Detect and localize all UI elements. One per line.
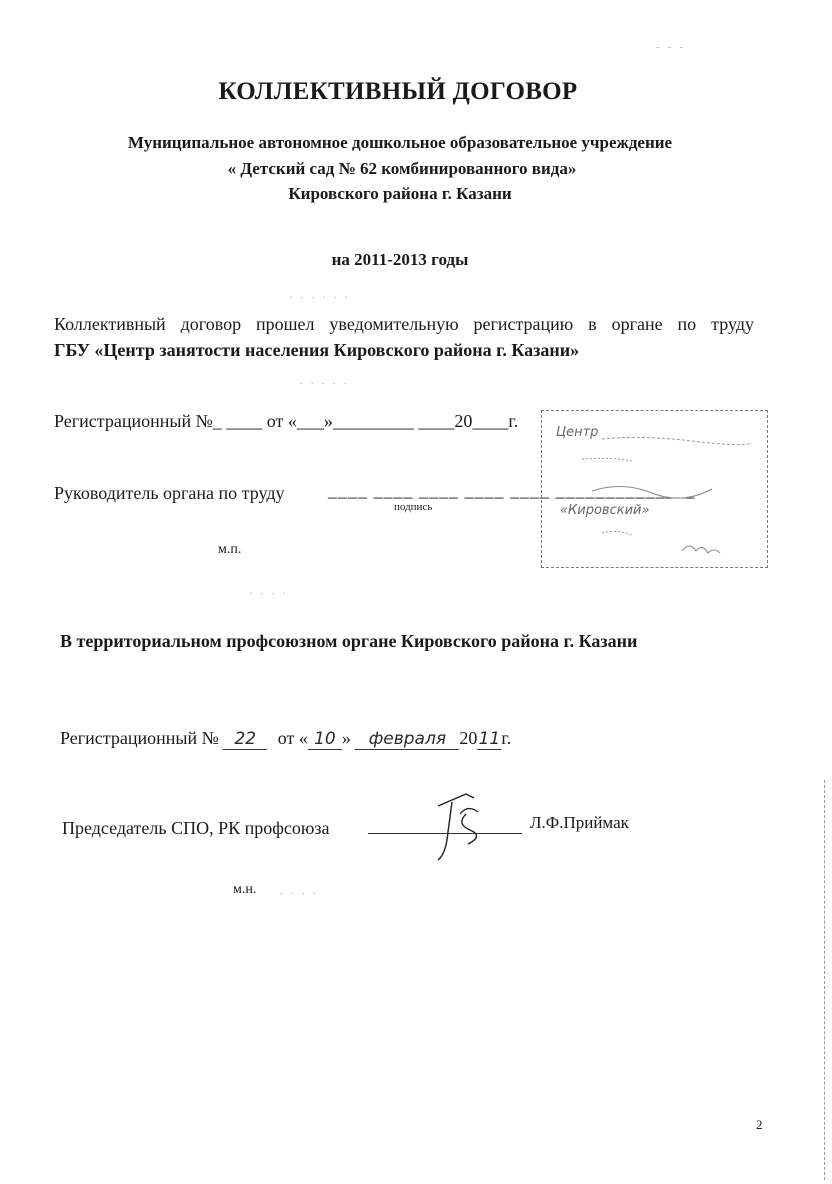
scan-noise: . . . . . [300, 376, 350, 387]
union-reg-day: 10 [308, 729, 342, 750]
organization-line-1: Муниципальное автономное дошкольное образовательное учреждение [127, 133, 673, 152]
page-number: 2 [756, 1117, 763, 1132]
union-seal-label: м.н. [233, 882, 257, 897]
scan-noise: . . . . [250, 586, 289, 597]
contract-period: на 2011-2013 годы [331, 250, 469, 269]
labor-seal-label: м.п. [218, 542, 242, 557]
scan-noise: . . . . [280, 886, 319, 897]
union-reg-month: февраля [355, 729, 459, 750]
scan-noise: - - - [656, 42, 686, 53]
union-reg-number: 22 [223, 729, 267, 750]
document-title: КОЛЛЕКТИВНЫЙ ДОГОВОР [218, 78, 578, 105]
signature-caption: подпись [394, 501, 433, 513]
union-chair-name: Л.Ф.Приймак [530, 813, 629, 832]
union-chair-label: Председатель СПО, РК профсоюза [62, 818, 330, 838]
union-reg-year: 11 [478, 729, 501, 749]
union-reg-close-quote: » [341, 728, 351, 748]
scan-edge-mark [824, 780, 827, 1180]
union-reg-year-suffix: г. [501, 728, 512, 748]
labor-authority-name: ГБУ «Центр занятости населения Кировского района г. Казани» [54, 340, 580, 360]
union-reg-from: от « [277, 728, 308, 748]
union-reg-prefix: Регистрационный № [60, 728, 219, 748]
registration-stamp [541, 410, 768, 568]
labor-registration-number-line: Регистрационный №_ ____ от «___»_________ ____20____г. [54, 411, 519, 431]
organization-line-2: « Детский сад № 62 комбинированного вида» [227, 159, 577, 178]
union-registration-heading: В территориальном профсоюзном органе Кировского района г. Казани [60, 631, 638, 651]
labor-registration-text: Коллективный договор прошел уведомительную регистрацию в органе по труду [54, 314, 754, 334]
labor-head-label: Руководитель органа по труду [54, 483, 285, 503]
chair-signature-graphic [408, 784, 518, 864]
union-reg-year-prefix: 20 [459, 728, 478, 748]
labor-head-signature-line: ____ ____ ____ ____ ____ ______________ [328, 480, 696, 500]
stamp-text-2: «Кировский» [560, 503, 650, 518]
stamp-scribble-graphic [542, 411, 769, 569]
organization-line-3: Кировского района г. Казани [288, 184, 512, 203]
stamp-text-1: Центр [556, 425, 599, 440]
union-registration-line [60, 728, 511, 750]
scan-noise: . . . . . . [290, 290, 351, 301]
